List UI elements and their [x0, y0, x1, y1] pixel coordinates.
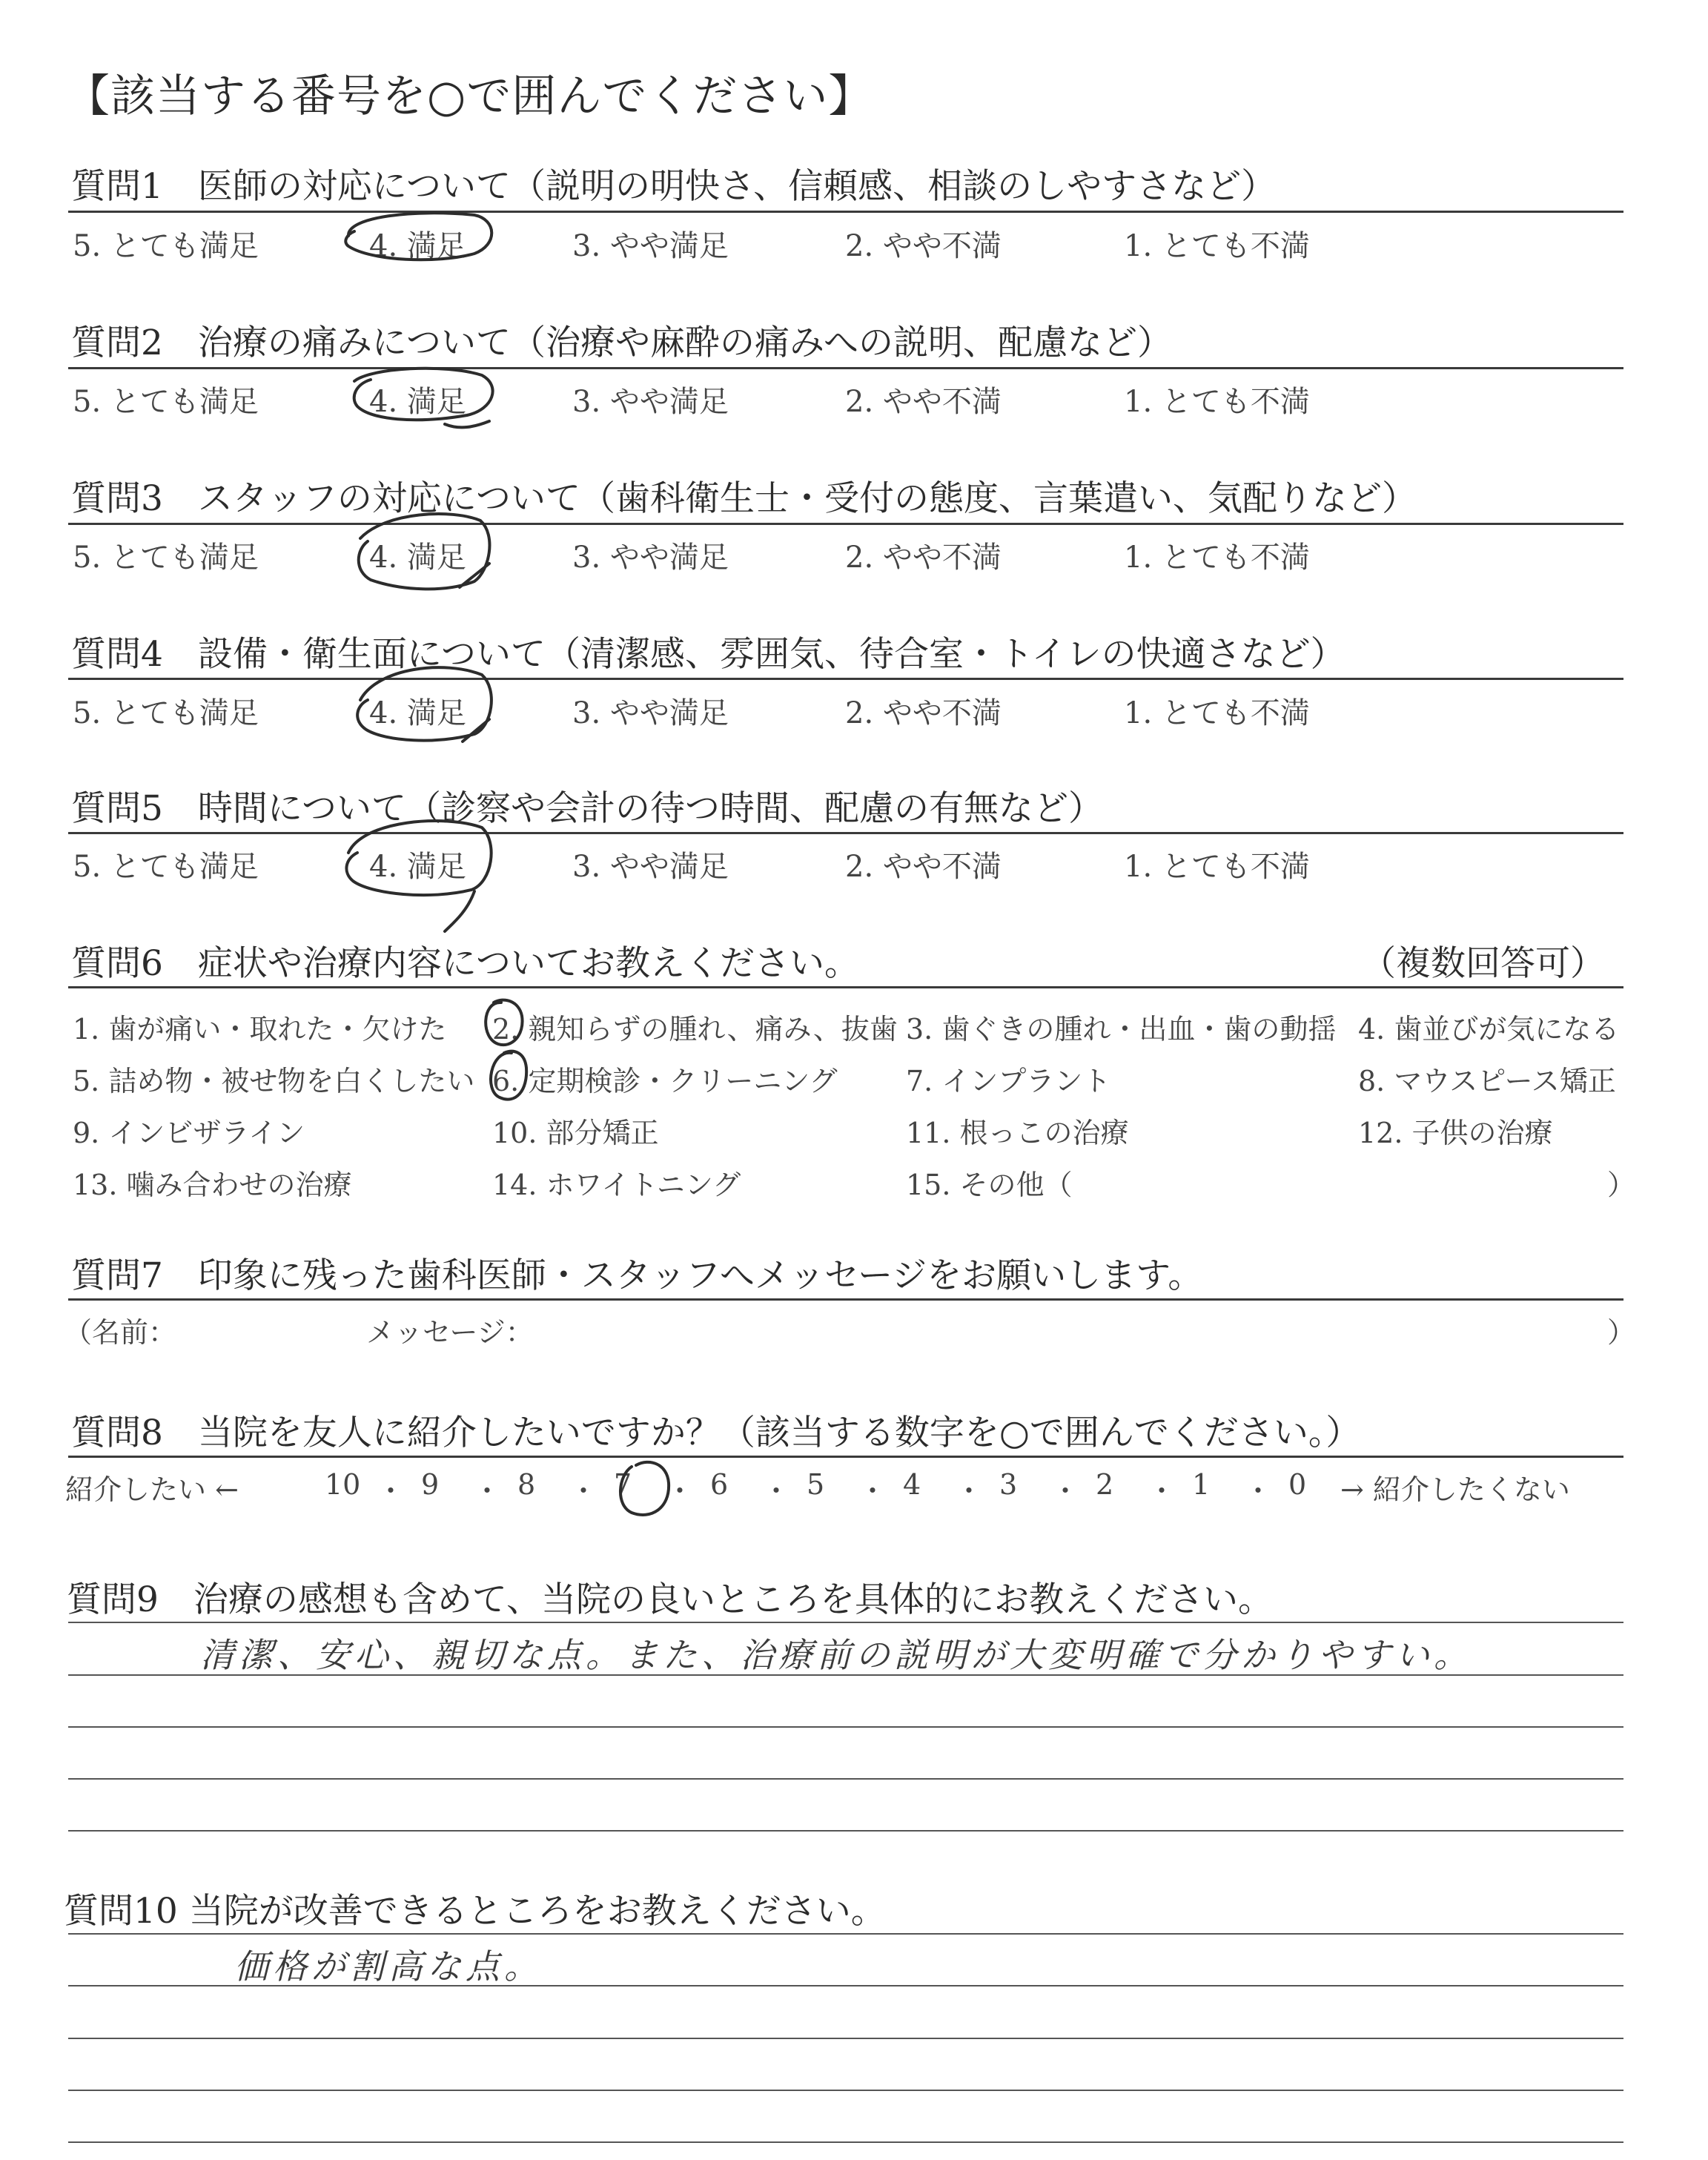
- q8-right-label: → 紹介したくない: [1340, 1473, 1570, 1506]
- q8-scale-2[interactable]: 2: [1096, 1468, 1114, 1501]
- q8-scale-8[interactable]: 8: [517, 1468, 536, 1501]
- q4-option-5[interactable]: 5. とても満足: [73, 696, 259, 730]
- q10-handwritten-answer: 価格が割高な点。: [234, 1946, 543, 1986]
- q5-option-4[interactable]: 4. 満足: [369, 850, 466, 884]
- q8-scale-10[interactable]: 10: [325, 1468, 361, 1501]
- question-8-title: 質問8 当院を友人に紹介したいですか？（該当する数字を○で囲んでください。）: [71, 1413, 1361, 1453]
- q8-scale-separator: ・: [1244, 1475, 1273, 1507]
- question-6-note: （複数回答可）: [1361, 943, 1605, 984]
- q5-option-2[interactable]: 2. やや不満: [845, 850, 1002, 884]
- q7-name-label: （名前：: [64, 1316, 177, 1349]
- q6-item-7[interactable]: 7. インプラント: [906, 1065, 1111, 1097]
- divider: [68, 678, 1623, 680]
- divider: [68, 523, 1623, 525]
- q8-scale-3[interactable]: 3: [999, 1468, 1018, 1501]
- q1-option-1[interactable]: 1. とても不満: [1124, 229, 1310, 263]
- q4-option-3[interactable]: 3. やや満足: [572, 696, 729, 730]
- q8-scale-separator: ・: [473, 1475, 502, 1507]
- question-1-title: 質問1 医師の対応について（説明の明快さ、信頼感、相談のしやすさなど）: [71, 166, 1277, 207]
- q6-item-1[interactable]: 1. 歯が痛い・取れた・欠けた: [73, 1013, 447, 1046]
- divider: [68, 986, 1623, 988]
- question-2-title: 質問2 治療の痛みについて（治療や麻酔の痛みへの説明、配慮など）: [71, 323, 1173, 363]
- q4-option-4[interactable]: 4. 満足: [369, 696, 466, 730]
- q1-option-3[interactable]: 3. やや満足: [572, 229, 729, 263]
- divider: [68, 211, 1623, 213]
- q8-scale-separator: ・: [955, 1475, 984, 1507]
- q3-option-2[interactable]: 2. やや不満: [845, 541, 1002, 575]
- question-5-title: 質問5 時間について（診察や会計の待つ時間、配慮の有無など）: [71, 788, 1103, 829]
- q1-option-4[interactable]: 4. 満足: [369, 229, 466, 263]
- q6-item-4[interactable]: 4. 歯並びが気になる: [1358, 1013, 1620, 1046]
- answer-line: [68, 1830, 1623, 1832]
- q6-item-5[interactable]: 5. 詰め物・被せ物を白くしたい: [73, 1065, 475, 1097]
- q2-option-2[interactable]: 2. やや不満: [845, 385, 1002, 419]
- form-header: 【該当する番号を○で囲んでください】: [65, 70, 874, 122]
- q6-item-3[interactable]: 3. 歯ぐきの腫れ・出血・歯の動揺: [906, 1013, 1337, 1046]
- q6-item-6[interactable]: 6. 定期検診・クリーニング: [492, 1065, 838, 1097]
- q2-option-1[interactable]: 1. とても不満: [1124, 385, 1310, 419]
- q8-scale-separator: ・: [569, 1475, 598, 1507]
- question-6-title: 質問6 症状や治療内容についてお教えください。: [71, 943, 859, 984]
- q6-item-2[interactable]: 2. 親知らずの腫れ、痛み、抜歯: [492, 1013, 898, 1046]
- q3-option-3[interactable]: 3. やや満足: [572, 541, 729, 575]
- divider: [68, 367, 1623, 369]
- q3-option-5[interactable]: 5. とても満足: [73, 541, 259, 575]
- answer-line: [68, 2038, 1623, 2039]
- q6-item-11[interactable]: 11. 根っこの治療: [906, 1117, 1129, 1149]
- q8-scale-separator: ・: [377, 1475, 406, 1507]
- q2-option-4[interactable]: 4. 満足: [369, 385, 466, 419]
- answer-line: [68, 2141, 1623, 2143]
- q8-scale-0[interactable]: 0: [1288, 1468, 1307, 1501]
- answer-line: [68, 2090, 1623, 2091]
- q8-scale-separator: ・: [666, 1475, 695, 1507]
- q6-item-8[interactable]: 8. マウスピース矯正: [1358, 1065, 1616, 1097]
- q8-scale-6[interactable]: 6: [710, 1468, 729, 1501]
- question-7-title: 質問7 印象に残った歯科医師・スタッフへメッセージをお願いします。: [71, 1255, 1203, 1296]
- q8-scale-5[interactable]: 5: [807, 1468, 825, 1501]
- q5-option-3[interactable]: 3. やや満足: [572, 850, 729, 884]
- q8-scale-separator: ・: [858, 1475, 887, 1507]
- q6-item-10[interactable]: 10. 部分矯正: [492, 1117, 659, 1149]
- q5-option-1[interactable]: 1. とても不満: [1124, 850, 1310, 884]
- answer-line: [68, 1933, 1623, 1935]
- q4-option-2[interactable]: 2. やや不満: [845, 696, 1002, 730]
- q4-option-1[interactable]: 1. とても不満: [1124, 696, 1310, 730]
- divider: [68, 1456, 1623, 1458]
- divider: [68, 1298, 1623, 1301]
- question-10-title: 質問10 当院が改善できるところをお教えください。: [64, 1891, 886, 1932]
- q1-option-2[interactable]: 2. やや不満: [845, 229, 1002, 263]
- q6-item-9[interactable]: 9. インビザライン: [73, 1117, 305, 1149]
- q7-close: ）: [1607, 1316, 1636, 1349]
- q8-scale-4[interactable]: 4: [903, 1468, 921, 1501]
- question-4-title: 質問4 設備・衛生面について（清潔感、雰囲気、待合室・トイレの快適さなど）: [71, 634, 1345, 675]
- divider: [68, 832, 1623, 834]
- q6-item-14[interactable]: 14. ホワイトニング: [492, 1169, 741, 1201]
- q5-option-5[interactable]: 5. とても満足: [73, 850, 259, 884]
- q8-scale-9[interactable]: 9: [421, 1468, 440, 1501]
- q8-scale-7[interactable]: 7: [614, 1468, 632, 1501]
- answer-line: [68, 1726, 1623, 1728]
- q1-option-5[interactable]: 5. とても満足: [73, 229, 259, 263]
- q2-option-5[interactable]: 5. とても満足: [73, 385, 259, 419]
- answer-line: [68, 1778, 1623, 1780]
- q3-option-4[interactable]: 4. 満足: [369, 541, 466, 575]
- q6-item-12[interactable]: 12. 子供の治療: [1358, 1117, 1553, 1149]
- question-3-title: 質問3 スタッフの対応について（歯科衛生士・受付の態度、言葉遣い、気配りなど）: [71, 478, 1417, 519]
- q6-item-13[interactable]: 13. 噛み合わせの治療: [73, 1169, 352, 1201]
- answer-line: [68, 1622, 1623, 1623]
- q2-option-3[interactable]: 3. やや満足: [572, 385, 729, 419]
- q6-other-close: ）: [1607, 1169, 1636, 1201]
- q8-left-label: 紹介したい ←: [65, 1473, 239, 1506]
- q6-item-15[interactable]: 15. その他（: [906, 1169, 1073, 1201]
- q3-option-1[interactable]: 1. とても不満: [1124, 541, 1310, 575]
- q8-scale-separator: ・: [762, 1475, 791, 1507]
- q8-scale-separator: ・: [1148, 1475, 1176, 1507]
- q7-message-label: メッセージ：: [366, 1316, 534, 1349]
- q8-scale-1[interactable]: 1: [1192, 1468, 1211, 1501]
- q8-scale-separator: ・: [1051, 1475, 1080, 1507]
- q9-handwritten-answer: 清潔、安心、親切な点。また、治療前の説明が大変明確で分かりやすい。: [200, 1635, 1472, 1675]
- question-9-title: 質問9 治療の感想も含めて、当院の良いところを具体的にお教えください。: [67, 1579, 1273, 1620]
